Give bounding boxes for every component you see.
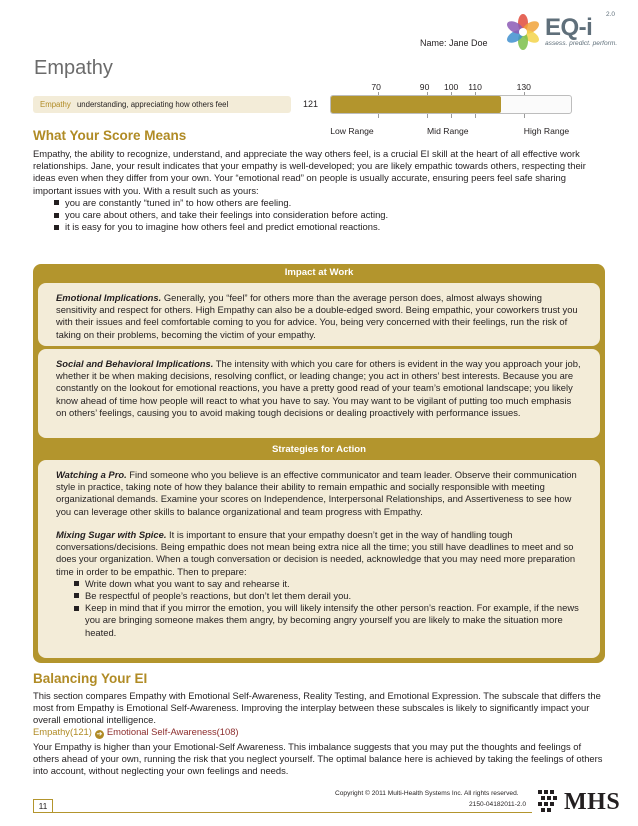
strategy-bullets <box>56 578 584 639</box>
mhs-logo <box>538 787 622 815</box>
list-item: Be respectful of people’s reactions, but don’t let them derail you. <box>56 590 584 602</box>
tick-label: 90 <box>419 82 430 92</box>
list-item: Write down what you want to say and rehearse it. <box>56 578 584 590</box>
score-bar-track <box>330 95 572 114</box>
document-code: 2150-04182011-2.0 <box>469 801 527 808</box>
range-label: Low Range <box>330 126 374 136</box>
tick-mark <box>451 114 452 118</box>
section-heading-balancing: Balancing Your EI <box>33 671 148 686</box>
strategy-watching-pro-title: Watching a Pro. <box>56 469 127 480</box>
subscale-description: understanding, appreciating how others feel <box>76 100 229 109</box>
strategies-heading: Strategies for Action <box>272 444 366 455</box>
page-title: Empathy <box>34 57 113 79</box>
eqi-logo <box>505 10 625 54</box>
eqi-tagline: assess. predict. perform. <box>545 40 618 47</box>
footer-rule <box>53 812 532 813</box>
strategy-sugar-spice-title: Mixing Sugar with Spice. <box>56 528 167 540</box>
impact-heading: Impact at Work <box>284 267 354 278</box>
balancing-paragraph: This section compares Empathy with Emotional Self-Awareness, Reality Testing, and Emotional Expression. The subscale that differs the most from Empathy is Emotional Self-Awareness. Improving the interplay between these subscales is likely to significantly impact your overall emotional intelligence. <box>33 690 601 726</box>
emotional-implications-panel <box>38 283 600 346</box>
score-meaning-bullets <box>33 197 605 234</box>
eqi-flower-icon <box>505 14 541 50</box>
mhs-wordmark: MHS <box>564 789 621 815</box>
impact-strategies-box <box>33 264 605 663</box>
social-implications-text <box>56 358 584 419</box>
social-implications-body: The intensity with which you care for others is evident in the way you approach your job, whether it be when making decisions, resolving conflict, or leading change; you act in others’ best interests. Because you are constantly on the lookout for emotional reactions, you have a pretty good read of your team’s emotional landscape; you likely know ahead of time how people will react to what you have to say. You may want to be vigilant of putting too much emphasis on others’ feelings, causing you to avoid making tough decisions or dealing proactively with performance issues. <box>56 358 581 418</box>
score-value: 121 <box>303 99 319 109</box>
tick-label: 100 <box>444 82 459 92</box>
compare-left: Empathy(121) <box>33 726 92 737</box>
tick-mark <box>475 114 476 118</box>
arrow-right-icon: ➔ <box>96 731 103 738</box>
strategy-watching-pro-body: Find someone who you believe is an effective communicator and team leader. Observe their communication style in practice, taking note of how they balance their ability to remain empathic and socially responsible with meeting organizational demands. Examine your scores on Independence, Interpersonal Relationships, and Assertiveness to see how you can leverage other skills to balance organizational and team progress with Empathy. <box>56 469 577 517</box>
strategy-sugar-spice <box>56 529 584 578</box>
tick-mark <box>378 114 379 118</box>
name-label: Name: <box>420 38 447 48</box>
tick-label: 130 <box>516 82 531 92</box>
score-meaning-paragraph: Empathy, the ability to recognize, understand, and appreciate the way others feel, is a crucial EI skill at the heart of all effective work relationships. Jane, your result indicates that your empathy is well-developed; you are likely empathic towards others, respecting their ideas even when they differ from your own. Your “emotional read” on people is usually accurate, ensuring peers feel safe sharing important issues with you. With a result such as yours: <box>33 148 586 196</box>
strategies-panel <box>38 460 600 658</box>
emotional-implications-body: Generally, you “feel” for others more than the average person does, almost always showing sensitivity and respect for others. High Empathy can also be a double-edged sword. Being empathic, your coworkers trust you with their issues and feel comfortable coming to you for advice. You, being very concerned with their feelings, run the risk of taking on their problems, becoming the victim of your empathy. <box>56 292 578 340</box>
subscale-pill <box>33 96 291 113</box>
participant-name <box>420 38 488 50</box>
copyright: Copyright © 2011 Multi-Health Systems Inc. All rights reserved. <box>335 790 519 797</box>
list-item: Keep in mind that if you mirror the emotion, you will likely intensify the other person’s reaction. For example, if the news you are bringing someone makes them angry, by becoming angry yourself you are likely to make the situation more heated. <box>56 602 584 639</box>
tick-label: 70 <box>371 82 381 92</box>
list-item: it is easy for you to imagine how others feel and predict emotional reactions. <box>33 221 605 233</box>
tick-label: 110 <box>468 82 482 92</box>
balancing-paragraph-2: Your Empathy is higher than your Emotional-Self Awareness. This imbalance suggests that you may put the thoughts and feelings of others ahead of your own, running the risk that you neglect yourself. The optimal balance here is achieved by taking the feelings of others into account, without neglecting your own feelings and needs. <box>33 741 603 777</box>
eqi-version: 2.0 <box>606 11 616 18</box>
score-bar-fill <box>331 96 501 113</box>
social-implications-title: Social and Behavioral Implications. <box>56 358 214 369</box>
subscale-name: Empathy <box>40 100 71 109</box>
tick-mark <box>524 114 525 118</box>
strategy-watching-pro <box>56 469 584 518</box>
tick-mark <box>427 114 428 118</box>
page-number: 11 <box>33 799 53 813</box>
mhs-emblem-icon <box>538 790 560 812</box>
emotional-implications-title: Emotional Implications. <box>56 292 162 303</box>
list-item: you are constantly “tuned in” to how others are feeling. <box>33 197 605 209</box>
emotional-implications-text <box>56 292 584 341</box>
strategy-sugar-spice-body: It is important to ensure that your empathy doesn’t get in the way of handling tough conversations/decisions. Being empathic does not mean being extra nice all the time; you still have deadlines to meet and so does your organization. When a tough conversation or decision is needed, acknowledge that you may need more preparation time in order to be empathic. Then to prepare: <box>56 528 576 577</box>
compare-right: Emotional Self-Awareness(108) <box>106 726 239 737</box>
name-value: Jane Doe <box>449 38 488 48</box>
subscale-comparison <box>33 726 239 739</box>
list-item: you care about others, and take their feelings into consideration before acting. <box>33 209 605 221</box>
score-meaning-body <box>33 148 605 234</box>
range-label: High Range <box>523 126 570 136</box>
social-implications-panel <box>38 349 600 438</box>
section-heading-score-meaning: What Your Score Means <box>33 128 187 143</box>
range-label: Mid Range <box>427 126 469 136</box>
eqi-brand: EQ-i <box>545 14 593 41</box>
